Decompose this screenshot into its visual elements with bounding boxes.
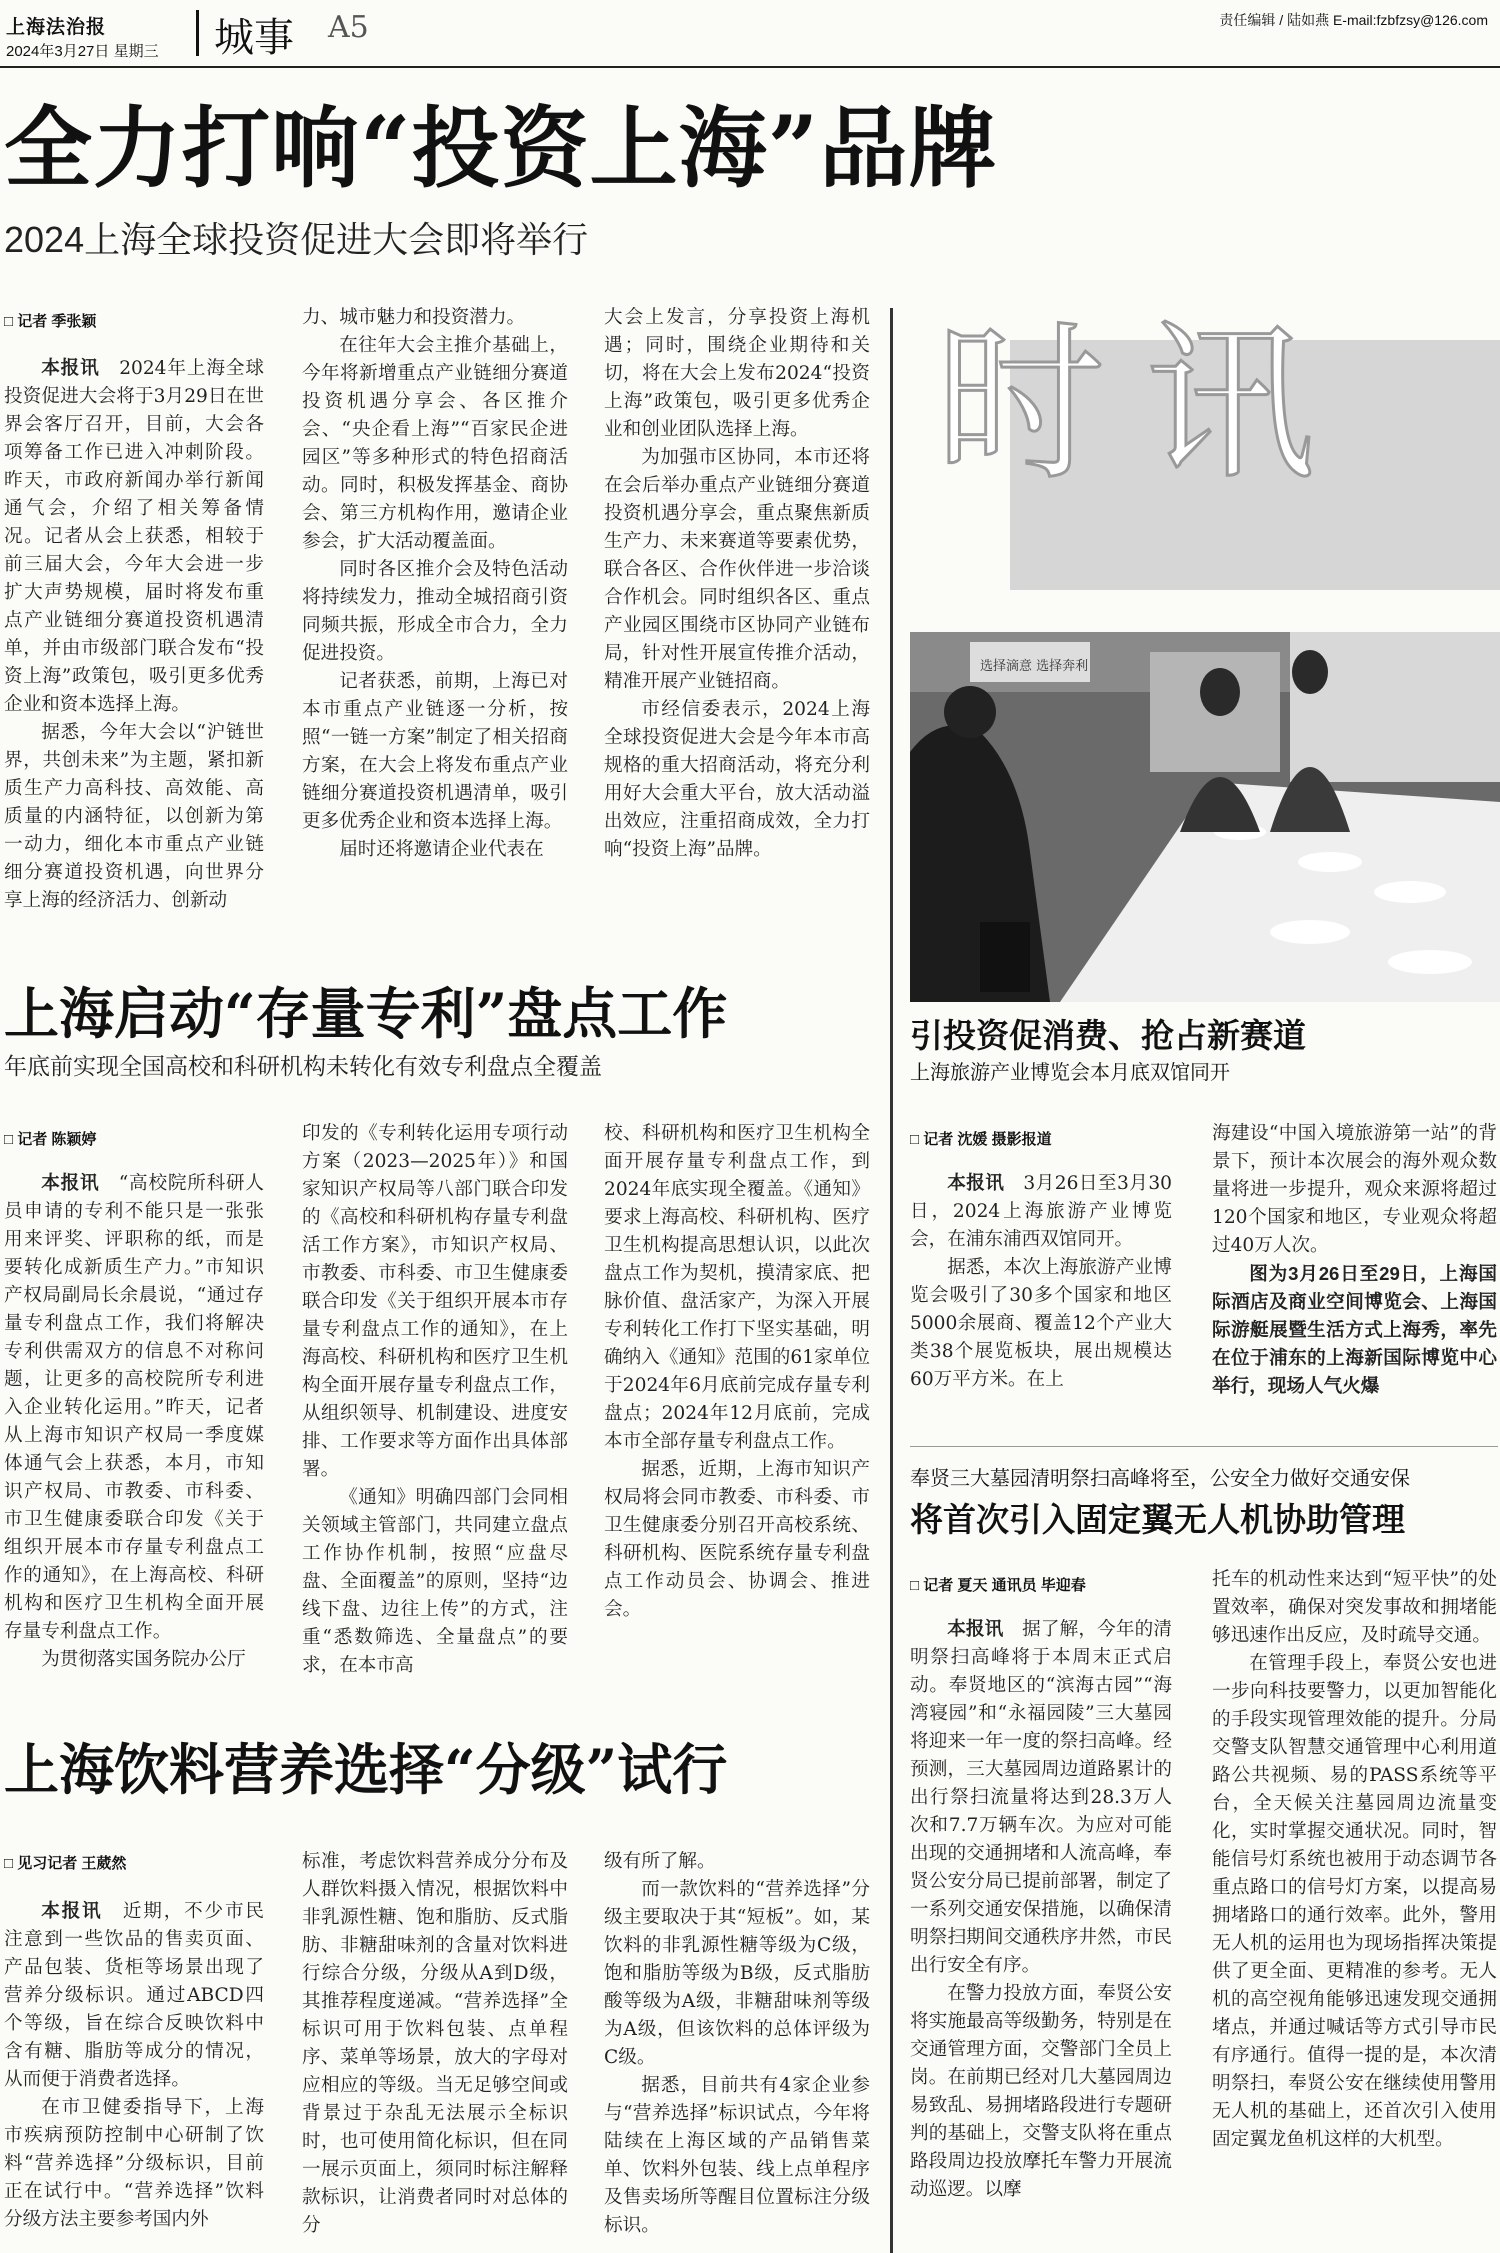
tour-headline: 引投资促消费、抢占新赛道 <box>910 1016 1306 1055</box>
drone-column-2 <box>1212 1566 1497 2250</box>
lead-column-3 <box>604 304 870 926</box>
expo-photo <box>910 632 1500 1002</box>
masthead-divider <box>196 10 199 56</box>
patent-text: 校、科研机构和医疗卫生机构全面开展存量专利盘点工作，到2024年底实现全覆盖。《通知》要求上海高校、科研机构、医疗卫生机构提高思想认识，以此次盘点工作为契机，摸清家底、把脉价值、盘活家产，为深入开展专利转化工作打下坚实基础，明确纳入《通知》范围的61家单位于2024年6月底前完成存量专利盘点；2024年12月底前，完成本市全部存量专利盘点工作。 <box>604 1123 870 1452</box>
patent-text: 《通知》明确四部门会同相关领域主管部门，共同建立盘点工作协作机制，按照“应盘尽盘、全面覆盖”的原则，坚持“边线下盘、边往上传”的方式，注重“悉数筛选、全量盘点”的要求，在本市高 <box>302 1487 568 1676</box>
patent-column-1 <box>4 1170 264 1685</box>
lead-text: 为加强市区协同，本市还将在会后举办重点产业链细分赛道投资机遇分享会，重点聚焦新质生产力、未来赛道等要素优势，联合各区、合作伙伴进一步洽谈合作机会。同时组织各区、重点产业园区围绕市区协同产业链布局，针对性开展宣传推介活动，精准开展产业链招商。 <box>604 447 870 692</box>
drink-text: 而一款饮料的“营养选择”分级主要取决于其“短板”。如，某饮料的非乳源性糖等级为C级，饱和脂肪等级为B级，反式脂肪酸等级为A级，非糖甜味剂等级为A级，但该饮料的总体评级为C级。 <box>604 1879 870 2068</box>
news-briefs-banner: 时讯 <box>935 306 1356 504</box>
drink-column-3 <box>604 1848 870 2248</box>
drink-text: 标准，考虑饮料营养成分分布及人群饮料摄入情况，根据饮料中非乳源性糖、饱和脂肪、反式脂肪、非糖甜味剂的含量对饮料进行综合分级，分级从A到D级，其推荐程度递减。“营养选择”全标识可用于饮料包装、点单程序、菜单等场景，放大的字母对应相应的等级。当无足够空间或背景过于杂乱无法展示全标识时，也可使用简化标识，但在同一展示页面上，须同时标注解释款标识，让消费者同时对总体的分 <box>302 1851 568 2236</box>
patent-dateline: 本报讯 <box>41 1173 100 1194</box>
drone-column-1 <box>910 1616 1172 2250</box>
masthead-rule <box>0 66 1500 68</box>
tour-column-1 <box>910 1170 1172 1410</box>
tour-byline: □ 记者 沈媛 摄影报道 <box>910 1128 1052 1149</box>
lead-subheadline: 2024上海全球投资促进大会即将举行 <box>4 219 589 260</box>
tour-subheadline: 上海旅游产业博览会本月底双馆同开 <box>910 1062 1230 1084</box>
lead-text: 大会上发言，分享投资上海机遇；同时，围绕企业期待和关切，将在大会上发布2024“投资上海”政策包，吸引更多优秀企业和创业团队选择上海。 <box>604 307 870 440</box>
drone-text: 托车的机动性来达到“短平快”的处置效率，确保对突发事故和拥堵能够迅速作出反应，及时疏导交通。 <box>1212 1569 1497 1646</box>
drink-column-1 <box>4 1898 264 2248</box>
drone-text: 在管理手段上，奉贤公安也进一步向科技要警力，以更加智能化的手段实现管理效能的提升。分局交警支队智慧交通管理中心利用道路公共视频、易的PASS系统等平台，全天候关注墓园周边流量变化，实时掌握交通状况。同时，智能信号灯系统也被用于动态调节各重点路口的信号灯方案，以提高易拥堵路口的通行效率。此外，警用无人机的运用也为现场指挥决策提供了更全面、更精准的参考。无人机的高空视角能够迅速发现交通拥堵点，并通过喊话等方式引导市民有序通行。值得一提的是，本次清明祭扫，奉贤公安在继续使用警用无人机的基础上，还首次引入使用固定翼龙鱼机这样的大机型。 <box>1212 1653 1497 2150</box>
drink-text: 近期，不少市民注意到一些饮品的售卖页面、产品包装、货柜等场景出现了营养分级标识。通过ABCD四个等级，旨在综合反映饮料中含有糖、脂肪等成分的情况，从而便于消费者选择。 <box>4 1901 264 2090</box>
lead-text: 同时各区推介会及特色活动将持续发力，推动全城招商引资同频共振，形成全市合力，全力促进投资。 <box>302 559 568 664</box>
lead-text: 2024年上海全球投资促进大会将于3月29日在世界会客厅召开，目前，大会各项筹备工作已进入冲刺阶段。昨天，市政府新闻办举行新闻通气会，介绍了相关筹备情况。记者从会上获悉，相较于前三届大会，今年大会进一步扩大声势规模，届时将发布重点产业链细分赛道投资机遇清单，并由市级部门联合发布“投资上海”政策包，吸引更多优秀企业和资本选择上海。 <box>4 358 264 715</box>
story-divider <box>910 1446 1498 1447</box>
drone-text: 据了解，今年的清明祭扫高峰将于本周末正式启动。奉贤地区的“滨海古园”“海湾寝园”和“永福园陵”三大墓园将迎来一年一度的祭扫高峰。经预测，三大墓园周边道路累计的出行祭扫流量将达到28.3万人次和7.7万辆车次。为应对可能出现的交通拥堵和人流高峰，奉贤公安分局已提前部署，制定了一系列交通安保措施，以确保清明祭扫期间交通秩序井然，市民出行安全有序。 <box>910 1619 1172 1976</box>
drone-dateline: 本报讯 <box>947 1619 1004 1640</box>
drink-headline: 上海饮料营养选择“分级”试行 <box>4 1737 728 1802</box>
drone-text: 在警力投放方面，奉贤公安将实施最高等级勤务，特别是在交通管理方面，交警部门全员上岗。在前期已经对几大墓园周边易致乱、易拥堵路段进行专题研判的基础上，交警支队将在重点路段周边投放摩托车警力开展流动巡逻。以摩 <box>910 1983 1172 2200</box>
drink-dateline: 本报讯 <box>41 1901 103 1922</box>
lead-text: 力、城市魅力和投资潜力。 <box>302 307 526 328</box>
patent-text: “高校院所科研人员申请的专利不能只是一张张用来评奖、评职称的纸，而是要转化成新质生产力。”市知识产权局副局长余晨说，“通过存量专利盘点工作，我们将解决专利供需双方的信息不对称问题，让更多的高校院所专利进入企业转化运用。”昨天，记者从上海市知识产权局一季度媒体通气会上获悉，本月，市知识产权局、市教委、市科委、市卫生健康委联合印发《关于组织开展本市存量专利盘点工作的通知》，在上海高校、科研机构和医疗卫生机构全面开展存量专利盘点工作。 <box>4 1173 264 1642</box>
patent-text: 印发的《专利转化运用专项行动方案（2023—2025年）》和国家知识产权局等八部门联合印发的《高校和科研机构存量专利盘活工作方案》，市知识产权局、市教委、市科委、市卫生健康委联合印发《关于组织开展本市存量专利盘点工作的通知》，在上海高校、科研机构和医疗卫生机构全面开展存量专利盘点工作，从组织领导、机制建设、进度安排、工作要求等方面作出具体部署。 <box>302 1123 568 1480</box>
tour-text: 海建设“中国入境旅游第一站”的背景下，预计本次展会的海外观众数量将进一步提升，观众来源将超过120个国家和地区，专业观众将超过40万人次。 <box>1212 1123 1497 1256</box>
patent-headline: 上海启动“存量专利”盘点工作 <box>4 981 728 1046</box>
drink-byline: □ 见习记者 王葳然 <box>4 1852 126 1873</box>
page-number: A5 <box>328 10 369 45</box>
lead-text: 据悉，今年大会以“沪链世界，共创未来”为主题，紧扣新质生产力高科技、高效能、高质量的内涵特征，以创新为第一动力，细化本市重点产业链细分赛道投资机遇，向世界分享上海的经济活力、创新动 <box>4 722 264 911</box>
column-divider <box>890 308 893 2253</box>
newspaper-logo: 上海法治报 <box>6 16 107 38</box>
booth-sign: 选择滴意 选择奔利 <box>980 659 1089 674</box>
section-name: 城事 <box>214 15 294 61</box>
patent-column-3 <box>604 1120 870 1685</box>
tour-text: 据悉，本次上海旅游产业博览会吸引了30多个国家和地区5000余展商、覆盖12个产业大类38个展览板块，展出规模达60万平方米。在上 <box>910 1257 1172 1390</box>
lead-byline: □ 记者 季张颖 <box>4 310 96 331</box>
lead-text: 届时还将邀请企业代表在 <box>339 839 544 860</box>
lead-column-2 <box>302 304 568 926</box>
drone-headline: 将首次引入固定翼无人机协助管理 <box>910 1500 1405 1539</box>
drink-text: 据悉，目前共有4家企业参与“营养选择”标识试点，今年将陆续在上海区域的产品销售菜单、饮料外包装、线上点单程序及售卖场所等醒目位置标注分级标识。 <box>604 2075 870 2236</box>
photo-caption: 图为3月26日至29日，上海国际酒店及商业空间博览会、上海国际游艇展暨生活方式上海秀，率先在位于浦东的上海新国际博览中心举行，现场人气火爆 <box>1212 1263 1497 1396</box>
editor-credit: 责任编辑 / 陆如燕 E-mail:fzbfzsy@126.com <box>1219 12 1488 28</box>
patent-subheadline: 年底前实现全国高校和科研机构未转化有效专利盘点全覆盖 <box>4 1053 602 1079</box>
issue-date: 2024年3月27日 星期三 <box>6 43 159 60</box>
lead-text: 在往年大会主推介基础上，今年将新增重点产业链细分赛道投资机遇分享会、各区推介会、“央企看上海”“百家民企进园区”等多种形式的特色招商活动。同时，积极发挥基金、商协会、第三方机构作用，邀请企业参会，扩大活动覆盖面。 <box>302 335 568 552</box>
tour-column-2 <box>1212 1120 1497 1410</box>
lead-text: 记者获悉，前期，上海已对本市重点产业链逐一分析，按照“一链一方案”制定了相关招商方案，在大会上将发布重点产业链细分赛道投资机遇清单，吸引更多优秀企业和资本选择上海。 <box>302 671 568 832</box>
patent-column-2 <box>302 1120 568 1685</box>
lead-column-1 <box>4 355 264 925</box>
patent-text: 为贯彻落实国务院办公厅 <box>41 1649 246 1670</box>
lead-dateline: 本报讯 <box>41 358 100 379</box>
drone-kicker: 奉贤三大墓园清明祭扫高峰将至，公安全力做好交通安保 <box>910 1468 1410 1490</box>
patent-text: 据悉，近期，上海市知识产权局将会同市教委、市科委、市卫生健康委分别召开高校系统、科研机构、医院系统存量专利盘点工作动员会、协调会、推进会。 <box>604 1459 870 1620</box>
expo-photo-illustration <box>910 632 1500 1002</box>
drink-text: 级有所了解。 <box>604 1851 716 1872</box>
drink-text: 在市卫健委指导下，上海市疾病预防控制中心研制了饮料“营养选择”分级标识，目前正在试行中。“营养选择”饮料分级方法主要参考国内外 <box>4 2097 264 2230</box>
drink-column-2 <box>302 1848 568 2248</box>
tour-text: 3月26日至3月30日，2024上海旅游产业博览会，在浦东浦西双馆同开。 <box>910 1173 1172 1250</box>
lead-headline: 全力打响“投资上海”品牌 <box>4 96 998 200</box>
drone-byline: □ 记者 夏天 通讯员 毕迎春 <box>910 1574 1086 1595</box>
lead-text: 市经信委表示，2024上海全球投资促进大会是今年本市高规格的重大招商活动，将充分利用好大会重大平台，放大活动溢出效应，注重招商成效，全力打响“投资上海”品牌。 <box>604 699 870 860</box>
tour-dateline: 本报讯 <box>947 1173 1005 1194</box>
patent-byline: □ 记者 陈颖婷 <box>4 1128 96 1149</box>
